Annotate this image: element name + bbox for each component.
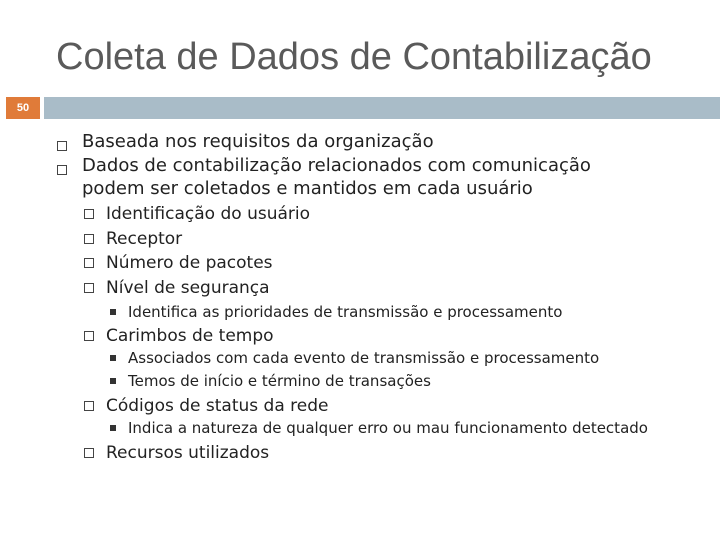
bullet-text: Baseada nos requisitos da organização — [82, 131, 434, 152]
sub-bullet-box-icon — [84, 401, 94, 411]
sub-bullet-box-icon — [84, 283, 94, 293]
sub-bullet-box-icon — [84, 448, 94, 458]
header-stripe — [44, 97, 720, 119]
sub-bullet-text: Carimbos de tempo — [106, 326, 274, 346]
sub-bullet-text: Códigos de status da rede — [106, 396, 329, 416]
detail-bullet-text: Indica a natureza de qualquer erro ou mau funcionamento detectado — [128, 419, 648, 437]
square-bullet-icon — [110, 355, 116, 361]
sub-bullet-box-icon — [84, 234, 94, 244]
bullet-box-icon — [57, 141, 67, 151]
detail-bullet-text: Identifica as prioridades de transmissão e processamento — [128, 303, 563, 321]
sub-bullet-box-icon — [84, 331, 94, 341]
square-bullet-icon — [110, 309, 116, 315]
detail-bullet-text: Temos de início e término de transações — [128, 372, 431, 390]
slide-header-bar — [0, 97, 720, 119]
sub-bullet-text: Nível de segurança — [106, 278, 270, 298]
bullet-box-icon — [57, 165, 67, 175]
sub-bullet-box-icon — [84, 258, 94, 268]
sub-bullet-text: Número de pacotes — [106, 253, 273, 273]
slide-title: Coleta de Dados de Contabilização — [56, 36, 652, 78]
square-bullet-icon — [110, 378, 116, 384]
bullet-text: Dados de contabilização relacionados com comunicação — [82, 155, 591, 176]
slide-number: 50 — [6, 97, 40, 119]
sub-bullet-text: Receptor — [106, 229, 183, 249]
bullet-text-continuation: podem ser coletados e mantidos em cada usuário — [82, 178, 533, 199]
detail-bullet-text: Associados com cada evento de transmissão e processamento — [128, 349, 600, 367]
square-bullet-icon — [110, 425, 116, 431]
sub-bullet-text: Identificação do usuário — [106, 204, 310, 224]
sub-bullet-box-icon — [84, 209, 94, 219]
sub-bullet-text: Recursos utilizados — [106, 443, 270, 463]
